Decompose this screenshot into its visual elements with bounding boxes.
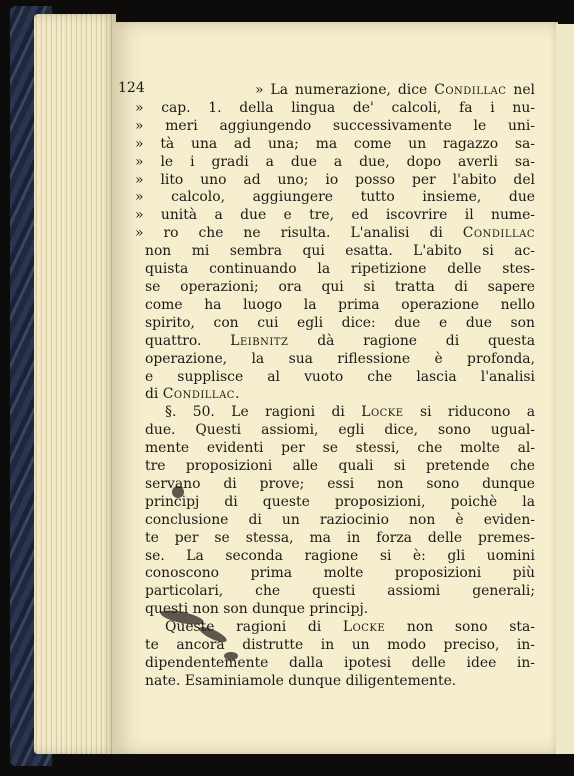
- text-line: se operazioni; ora qui si tratta di sapere: [145, 278, 535, 295]
- text-line: » meri aggiungendo successivamente le uni-: [135, 117, 535, 134]
- text-line: e supplisce al vuoto che lascia l'analisi: [145, 368, 535, 385]
- text-line: » cap. 1. della lingua de' calcoli, fa i nu-: [135, 99, 535, 116]
- text-line: operazione, la sua riflessione è profonda,: [145, 350, 535, 367]
- text-line: » unità a due e tre, ed iscovrire il nume-: [135, 207, 535, 224]
- paragraph-quote: [105, 82, 535, 404]
- text-line: quattro. Leibnitz dà ragione di questa: [145, 332, 535, 349]
- text-line: » le i gradi a due a due, dopo averli sa-: [135, 153, 535, 170]
- text-line: principj di queste proposizioni, poichè la: [145, 493, 535, 510]
- text-line: di Condillac.: [145, 386, 240, 403]
- text-line: » lito uno ad uno; io posso per l'abito del: [135, 171, 535, 188]
- text-line: quista continuando la ripetizione delle stes-: [145, 261, 535, 278]
- text-line: servano di prove; essi non sono dunque: [145, 475, 535, 492]
- text-line: » ro che ne risulta. L'analisi di Condillac: [135, 225, 535, 242]
- text-line: te ancora distrutte in un modo preciso, in-: [145, 637, 535, 654]
- text-line: conclusione di un raziocinio non è eviden-: [145, 511, 535, 528]
- paragraph-locke: [105, 404, 535, 619]
- text-line: questi non son dunque principj.: [145, 601, 369, 618]
- text-line: mente evidenti per se stessi, che molte al-: [145, 440, 535, 457]
- text-line: come ha luogo la prima operazione nello: [145, 296, 535, 313]
- text-line: §. 50. Le ragioni di Locke si riducono a: [165, 404, 535, 421]
- text-line: » La numerazione, dice Condillac nel: [255, 82, 535, 98]
- text-line: particolari, che questi assiomi generali;: [145, 583, 535, 600]
- text-line: due. Questi assiomi, egli dice, sono ugual-: [145, 422, 535, 439]
- text-line: dipendentemente dalla ipotesi delle idee in-: [145, 655, 535, 671]
- text-line: Queste ragioni di Locke non sono sta-: [165, 619, 535, 636]
- text-line: » tà una ad una; ma come un ragazzo sa-: [135, 135, 535, 152]
- page-edges: [34, 14, 116, 754]
- text-line: non mi sembra qui esatta. L'abito si ac-: [145, 243, 535, 260]
- text-line: spirito, con cui egli dice: due e due son: [145, 314, 535, 331]
- text-line: conoscono prima molte proposizioni più: [145, 565, 535, 582]
- text-line: » calcolo, aggiungere tutto insieme, due: [135, 189, 535, 206]
- next-page-edge: [556, 24, 574, 754]
- paragraph-conclusion: [105, 619, 535, 691]
- page-text: [105, 82, 535, 691]
- text-line: tre proposizioni alle quali si pretende che: [145, 458, 535, 475]
- text-line: nate. Esaminiamole dunque diligentemente.: [145, 672, 457, 689]
- text-line: te per se stessa, ma in forza delle premes-: [145, 529, 535, 546]
- text-line: se. La seconda ragione si è: gli uomini: [145, 547, 535, 564]
- page-number: 124: [118, 80, 145, 96]
